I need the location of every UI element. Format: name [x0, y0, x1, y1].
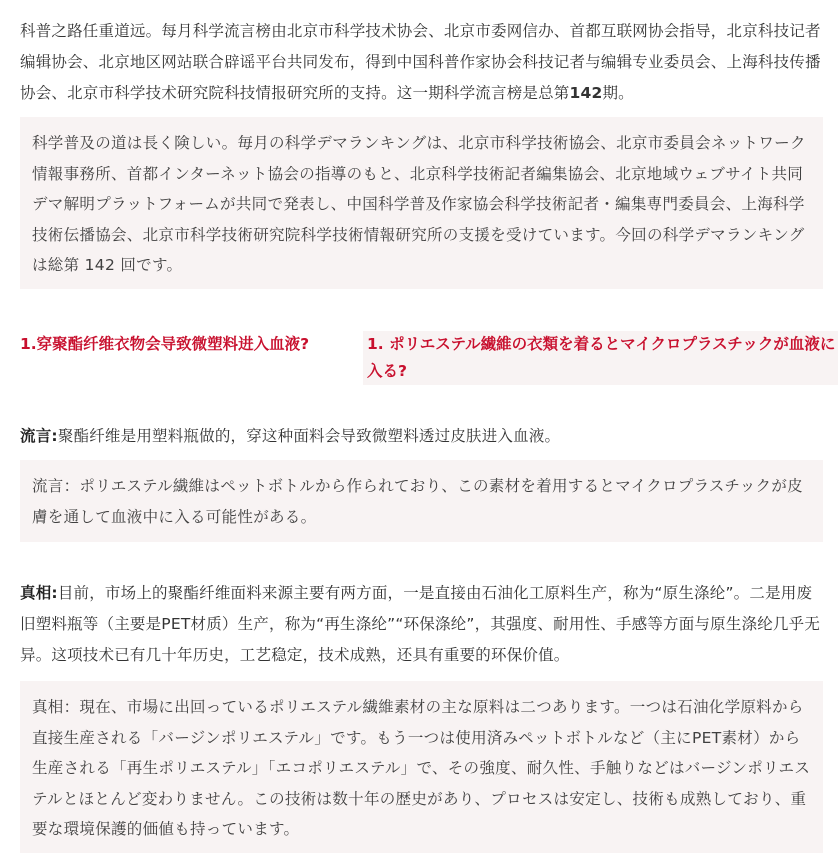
- intro-translation-box: [20, 117, 823, 289]
- truth-translation-text: 真相：現在、市場に出回っているポリエステル繊維素材の主な原料は二つあります。一つは石油化学原料から直接生産される「バージンポリエステル」です。もう一つは使用済みペットボトルなど（主にPET素材）から生産される「再生ポリエステル」「エコポリエステル」で、その強度、耐久性、手触りなどはバージンポリエステルとほとんど変わりません。この技術は数十年の歴史があり、プロセスは安定し、技術も成熟しており、重要な環境保護的価値も持っています。: [32, 698, 811, 838]
- item-title-cn: 1.穿聚酯纤维衣物会导致微塑料进入血液?: [20, 335, 310, 353]
- rumor-translation-box: [20, 460, 823, 542]
- rumor-paragraph: [20, 421, 825, 452]
- rumor-label: 流言:: [20, 427, 58, 445]
- truth-text: 目前，市场上的聚酯纤维面料来源主要有两方面，一是直接由石油化工原料生产，称为“原生涤纶”。二是用废旧塑料瓶等（主要是PET材质）生产，称为“再生涤纶”“环保涤纶”，其强度、耐用性、手感等方面与原生涤纶几乎无异。这项技术已有几十年历史，工艺稳定，技术成熟，还具有重要的环保价值。: [20, 584, 821, 664]
- intro-text: 科普之路任重道远。每月科学流言榜由北京市科学技术协会、北京市委网信办、首都互联网协会指导，北京科技记者编辑协会、北京地区网站联合辟谣平台共同发布，得到中国科普作家协会科技记者与编辑专业委员会、上海科技传播协会、北京市科学技术研究院科技情报研究所的支持。这一期科学流言榜是总第: [20, 22, 821, 102]
- intro-paragraph: [20, 16, 825, 109]
- truth-label: 真相:: [20, 584, 58, 602]
- issue-number: 142: [569, 84, 603, 102]
- rumor-translation-text: 流言：ポリエステル繊維はペットボトルから作られており、この素材を着用するとマイクロプラスチックが皮膚を通して血液中に入る可能性がある。: [32, 477, 803, 526]
- item-title-jp: 1. ポリエステル繊維の衣類を着るとマイクロプラスチックが血液に入る?: [363, 331, 838, 385]
- rumor-text: 聚酯纤维是用塑料瓶做的，穿这种面料会导致微塑料透过皮肤进入血液。: [57, 427, 561, 445]
- truth-translation-box: [20, 681, 823, 853]
- intro-translation-text: 科学普及の道は長く険しい。毎月の科学デマランキングは、北京市科学技術協会、北京市委員会ネットワーク情報事務所、首都インターネット協会の指導のもと、北京科学技術記者編集協会、北京地域ウェブサイト共同デマ解明プラットフォームが共同で発表し、中国科学普及作家協会科学技術記者・編集専門委員会、上海科学技術伝播協会、北京市科学技術研究院科学技術情報研究所の支援を受けています。今回の科学デマランキングは総第 142 回です。: [32, 134, 806, 274]
- item-heading: [20, 331, 836, 387]
- truth-paragraph: [20, 578, 825, 671]
- intro-text-end: 期。: [602, 84, 634, 102]
